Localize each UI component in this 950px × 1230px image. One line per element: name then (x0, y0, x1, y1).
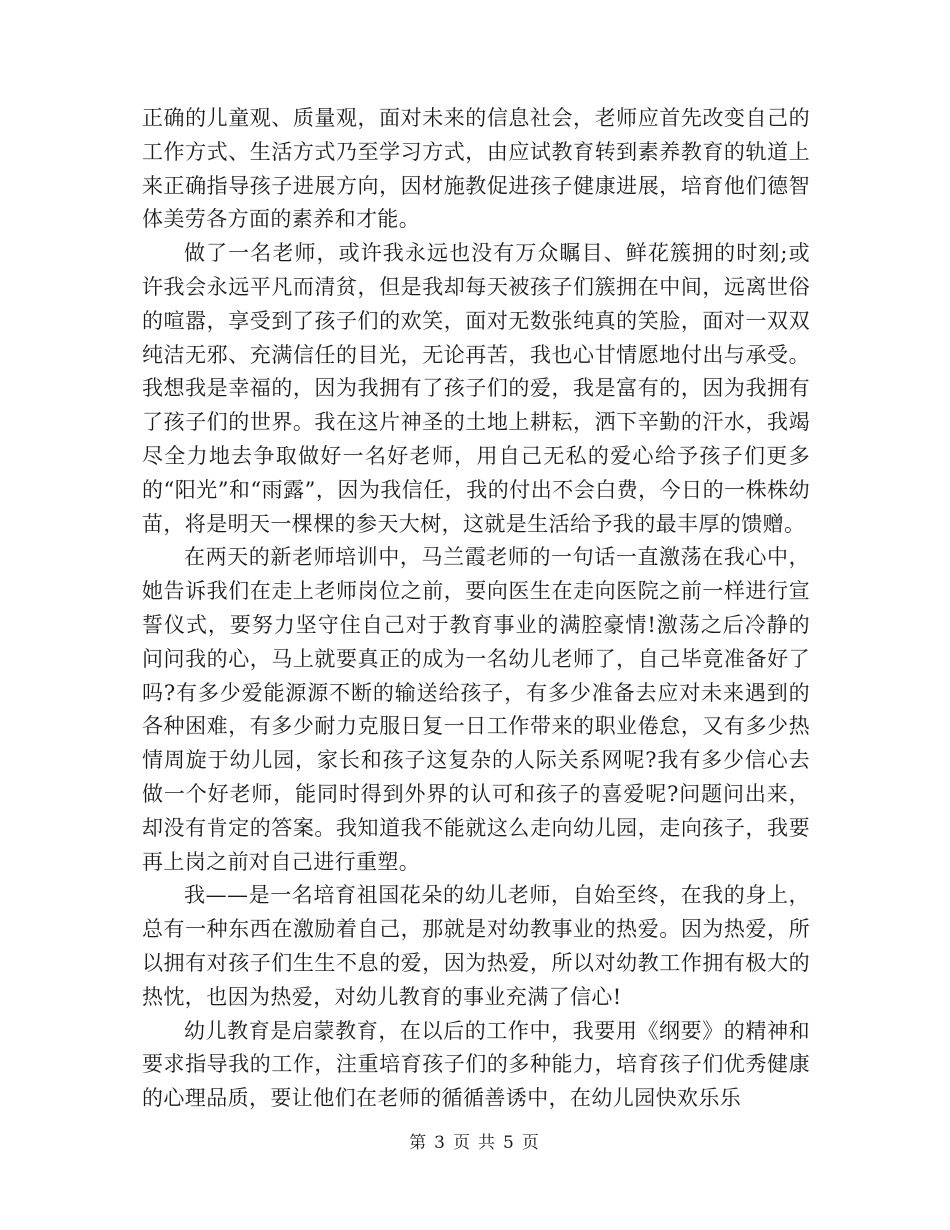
paragraph-4: 我——是一名培育祖国花朵的幼儿老师，自始至终，在我的身上，总有一种东西在激励着自己，那就是对幼教事业的热爱。因为热爱，所以拥有对孩子们生生不息的爱，因为热爱，所以对幼教工作拥有极大的热忱，也因为热爱，对幼儿教育的事业充满了信心! (142, 883, 810, 1009)
footer-page-end-label: 页 (521, 1133, 541, 1153)
paragraph-3: 在两天的新老师培训中，马兰霞老师的一句话一直激荡在我心中，她告诉我们在走上老师岗位之前，要向医生在走向医院之前一样进行宣誓仪式，要努力坚守住自己对于教育事业的满腔豪情!激荡之后冷静的问问我的心，马上就要真正的成为一名幼儿老师了，自己毕竟准备好了吗?有多少爱能源源不断的输送给孩子，有多少准备去应对未来遇到的各种困难，有多少耐力克服日复一日工作带来的职业倦怠，又有多少热情周旋于幼儿园，家长和孩子这复杂的人际关系网呢?我有多少信心去做一个好老师，能同时得到外界的认可和孩子的喜爱呢?问题问出来，却没有肯定的答案。我知道我不能就这么走向幼儿园，走向孩子，我要再上岗之前对自己进行重塑。 (142, 545, 810, 874)
footer-page-label: 页 (453, 1133, 472, 1153)
footer-total-pages: 5 (503, 1133, 516, 1153)
page-footer (0, 1128, 950, 1153)
footer-total-label: 共 (478, 1133, 497, 1153)
footer-page-number: 3 (434, 1133, 447, 1153)
document-body (142, 102, 810, 1116)
paragraph-5: 幼儿教育是启蒙教育，在以后的工作中，我要用《纲要》的精神和要求指导我的工作，注重培育孩子们的多种能力，培育孩子们优秀健康的心理品质，要让他们在老师的循循善诱中，在幼儿园快欢乐乐 (142, 1018, 810, 1111)
paragraph-1: 正确的儿童观、质量观，面对未来的信息社会，老师应首先改变自己的工作方式、生活方式乃至学习方式，由应试教育转到素养教育的轨道上来正确指导孩子进展方向，因材施教促进孩子健康进展，培育他们德智体美劳各方面的素养和才能。 (142, 106, 810, 232)
paragraph-2: 做了一名老师，或许我永远也没有万众瞩目、鲜花簇拥的时刻;或许我会永远平凡而清贫，但是我却每天被孩子们簇拥在中间，远离世俗的喧嚣，享受到了孩子们的欢笑，面对无数张纯真的笑脸，面对一双双纯洁无邪、充满信任的目光，无论再苦，我也心甘情愿地付出与承受。我想我是幸福的，因为我拥有了孩子们的爱，我是富有的，因为我拥有了孩子们的世界。我在这片神圣的土地上耕耘，洒下辛勤的汗水，我竭尽全力地去争取做好一名好老师，用自己无私的爱心给予孩子们更多的“阳光”和“雨露”，因为我信任，我的付出不会白费，今日的一株株幼苗，将是明天一棵棵的参天大树，这就是生活给予我的最丰厚的馈赠。 (142, 241, 810, 536)
footer-prefix: 第 (409, 1133, 429, 1153)
